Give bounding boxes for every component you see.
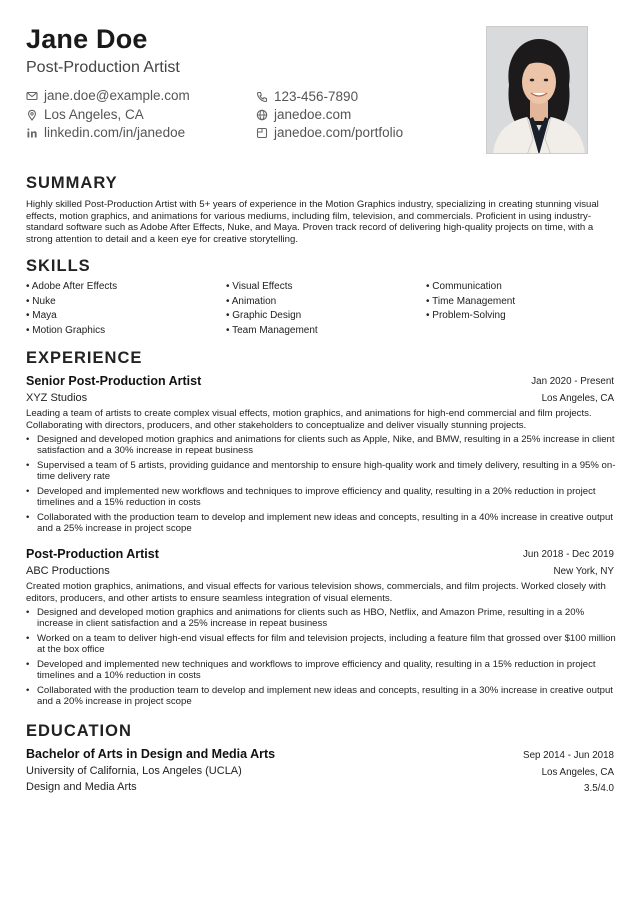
experience-heading: EXPERIENCE — [26, 349, 143, 367]
portfolio-icon — [256, 127, 268, 139]
skill-item: • Nuke — [26, 296, 56, 307]
contact-website[interactable] — [256, 107, 351, 122]
skill-item: • Team Management — [226, 325, 318, 336]
skill-item: • Problem-Solving — [426, 310, 506, 321]
job-company: ABC Productions — [26, 565, 110, 577]
job-company: XYZ Studios — [26, 392, 88, 404]
skill-item: • Maya — [26, 310, 57, 321]
summary-text: Highly skilled Post-Production Artist with 5+ years of experience in the Motion Graphics industry, specializing in creating stunning visual effects, motion graphics, and animations for various mediums, including film, television, and commercials. Proficient in using industry-standard software such as Adobe After Effects, Nuke, and Maya. Proven track record of delivering high-quality projects on time, with a strong attention to detail and a keen eye for creative storytelling. — [26, 199, 599, 245]
job-description: Leading a team of artists to create complex visual effects, motion graphics, and animations for high-end commercial and film projects. Collaborating with directors, producers, and other stakeholders to conceptualize and deliver visually stunning projects. — [26, 408, 592, 431]
skill-item: • Adobe After Effects — [26, 281, 118, 292]
education-major: Design and Media Arts — [26, 781, 137, 793]
contact-location-text: Los Angeles, CA — [44, 107, 144, 122]
job-location: Los Angeles, CA — [541, 393, 614, 404]
job-bullet: • Supervised a team of 5 artists, providing guidance and mentorship to ensure high-quality work and timely delivery, resulting in a 95% on-time delivery rate — [26, 460, 616, 483]
phone-icon — [256, 91, 268, 103]
education-dates: Sep 2014 - Jun 2018 — [523, 750, 614, 761]
job-description: Created motion graphics, animations, and visual effects for various television shows, commercials, and film projects. Worked closely with editors, producers, and other artists to ensure seamless integration of visual elements. — [26, 581, 606, 604]
portrait-image — [487, 27, 588, 154]
profile-photo — [486, 26, 588, 154]
contact-phone-text: 123-456-7890 — [274, 89, 359, 104]
education-heading: EDUCATION — [26, 722, 132, 740]
mail-icon — [26, 90, 38, 102]
job-location: New York, NY — [553, 566, 614, 577]
job-bullet: • Developed and implemented new workflows and techniques to improve efficiency and quality, resulting in a 20% reduction in project timelines and a 15% reduction in costs — [26, 486, 616, 509]
contact-linkedin[interactable] — [26, 125, 185, 140]
job-dates: Jan 2020 - Present — [531, 376, 614, 387]
education-gpa: 3.5/4.0 — [584, 783, 614, 794]
linkedin-icon — [26, 127, 38, 139]
map-pin-icon — [26, 109, 38, 121]
job-bullet: • Worked on a team to deliver high-end visual effects for film and television projects, including a feature film that grossed over $100 million at the box office — [26, 633, 616, 656]
contact-phone[interactable] — [256, 89, 358, 104]
skill-item: • Animation — [226, 296, 277, 307]
contact-portfolio-text: janedoe.com/portfolio — [274, 125, 404, 140]
skill-item: • Communication — [426, 281, 502, 292]
contact-website-text: janedoe.com — [274, 107, 352, 122]
skill-item: • Graphic Design — [226, 310, 302, 321]
job-dates: Jun 2018 - Dec 2019 — [523, 549, 614, 560]
job-bullet: • Designed and developed motion graphics and animations for clients such as HBO, Netflix, and Amazon Prime, resulting in a 20% increase in client satisfaction and a 25% increase in repeat business — [26, 607, 616, 630]
job-bullet: • Collaborated with the production team to develop and implement new ideas and concepts, resulting in a 40% increase in creative output and a 25% increase in project scope — [26, 512, 616, 535]
education-location: Los Angeles, CA — [541, 767, 614, 778]
candidate-title: Post-Production Artist — [26, 59, 180, 76]
education-degree: Bachelor of Arts in Design and Media Arts — [26, 747, 276, 761]
skill-item: • Visual Effects — [226, 281, 293, 292]
contact-email[interactable] — [26, 88, 190, 103]
contact-portfolio[interactable] — [256, 125, 403, 140]
job-bullet: • Collaborated with the production team to develop and implement new ideas and concepts, resulting in a 30% increase in creative output and a 20% increase in project scope — [26, 685, 616, 708]
job-title: Senior Post-Production Artist — [26, 374, 202, 388]
job-bullet: • Designed and developed motion graphics and animations for clients such as Apple, Nike, and BMW, resulting in a 25% increase in client satisfaction and a 30% increase in repeat business — [26, 434, 616, 457]
contact-location — [26, 107, 144, 122]
contact-linkedin-text: linkedin.com/in/janedoe — [44, 125, 186, 140]
candidate-name: Jane Doe — [26, 24, 148, 54]
globe-icon — [256, 109, 268, 121]
education-school: University of California, Los Angeles (UCLA) — [26, 765, 242, 777]
skill-item: • Time Management — [426, 296, 516, 307]
contact-email-text: jane.doe@example.com — [44, 88, 190, 103]
skills-heading: SKILLS — [26, 257, 91, 275]
job-title: Post-Production Artist — [26, 547, 159, 561]
skill-item: • Motion Graphics — [26, 325, 106, 336]
summary-heading: SUMMARY — [26, 174, 118, 192]
job-bullet: • Developed and implemented new techniques and workflows to improve efficiency and quality, resulting in a 15% reduction in project timelines and a 10% reduction in costs — [26, 659, 616, 682]
